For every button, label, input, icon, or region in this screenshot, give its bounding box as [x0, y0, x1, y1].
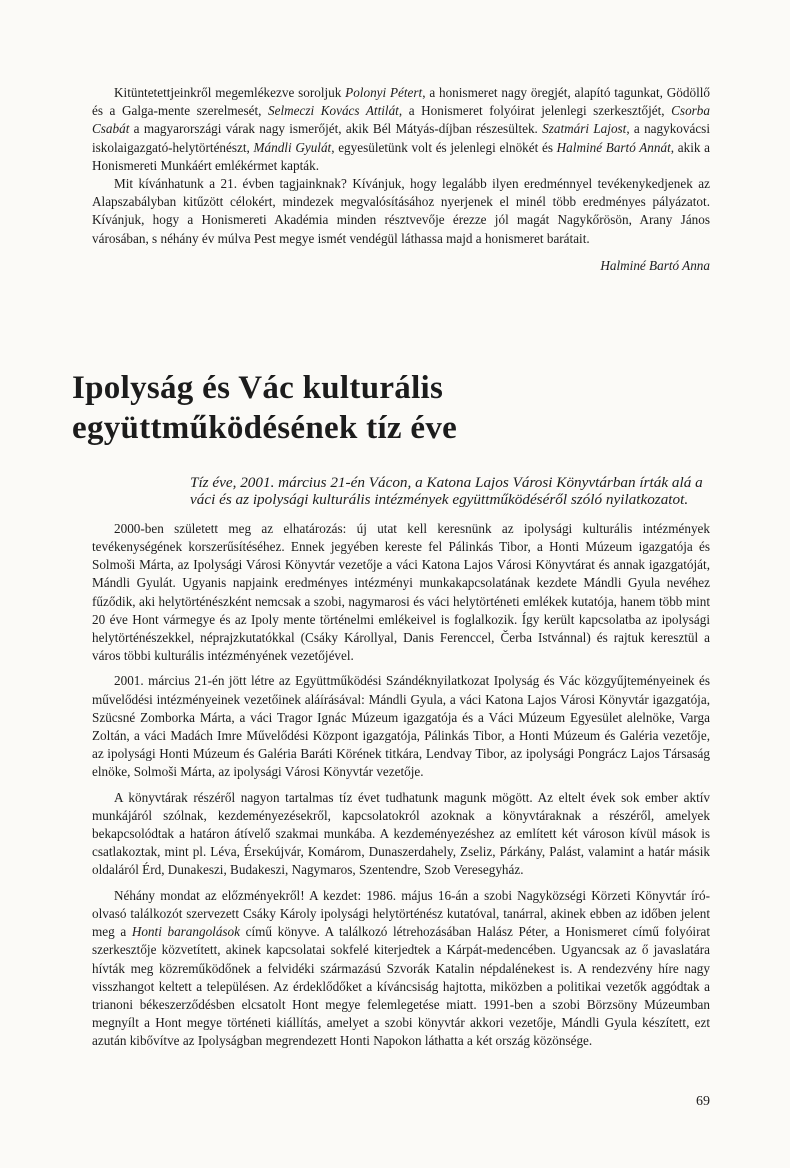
article-body — [92, 520, 710, 1051]
article-paragraph-4: Néhány mondat az előzményekről! A kezdet: 1986. május 16-án a szobi Nagyközségi Körzeti Könyvtár író-olvasó találkozót szervezett Csáky Károly ipolysági helytörténész kutatóval, tanárral, akinek ebben az időben jelent meg a Honti barangolások című könyve. A találkozó létrehozásában Halász Péter, a Honismeret című folyóirat szerkesztője közvetített, akinek kapcsolatai sokfelé kiterjedtek a Kárpát-medencében. Ugyancsak az ő javaslatára hívták meg közreműködőnek a felvidéki származású Szvorák Katalin népdalénekest is. A rendezvény híre nagy visszhangot keltett a településen. Az érdeklődőket a kíváncsiság hajtotta, miközben a politikai vezetők aggódtak a trianoni békeszerződésben elcsatolt Hont megye felemlegetése miatt. 1991-ben a szobi Börzsöny Múzeumban megnyílt a Hont megye történeti kiállítás, amelyet a szobi könyvtár akkori vezetője, Mándli Gyula készített, ezt azután kibővítve az Ipolyságban megrendezett Honti Napokon láthatta a két ország közönsége. — [92, 887, 711, 1049]
page-number: 69 — [696, 1094, 710, 1109]
name-italic: Halminé Bartó Annát — [556, 139, 671, 155]
article-paragraph-1: 2000-ben született meg az elhatározás: új utat kell keresnünk az ipolysági kulturális intézmények tevékenységének korszerűsítéséhez. Ennek jegyében kereste fel Pálinkás Tibor, a Honti Múzeum igazgatója és Solmoši Márta, az Ipolysági Városi Könyvtár vezetője a váci Katona Lajos Városi Könyvtárat és annak igazgatóját, Mándli Gyulát. Ugyanis napjaink eredményes intézményi munkakapcsolatának kezdete Mándli Gyula nevéhez fűződik, aki helytörténészként nemcsak a szobi, nagymarosi és váci helytörténeti emlékek kutatója, hanem több mint 20 éve Hont vármegye és az Ipoly mente történelmi emlékeivel is foglalkozik. Így került kapcsolatba az ipolysági helytörténészekkel, néprajzkutatókkal (Csáky Károllyal, Danis Ferenccel, Čerba Istvánnal) és rajtuk keresztül a város többi kulturális intézményének vezetőjével. — [92, 520, 710, 664]
article-paragraph-2: 2001. március 21-én jött létre az Együttműködési Szándéknyilatkozat Ipolyság és Vác közgyűjteményeinek és művelődési intézményeinek vezetőinek aláírásával: Mándli Gyula, a váci Katona Lajos Városi Könyvtár igazgatója, Szücsné Zomborka Márta, a váci Tragor Ignác Múzeum igazgatója és a Váci Múzeum Egyesület alelnöke, Varga Zoltán, a váci Madách Imre Művelődési Központ igazgatója, Pálinkás Tibor, a Honti Múzeum és Galéria vezetője, az ipolysági Honti Múzeum és Galéria Baráti Körének titkára, Lendvay Tibor, az ipolysági Pongrácz Lajos Társaság elnöke, Solmoši Márta, az ipolysági Városi Könyvtár vezetője. — [92, 673, 710, 780]
name-italic: Polonyi Pétert — [345, 85, 423, 100]
page-content — [72, 84, 711, 1051]
article-lead: Tíz éve, 2001. március 21-én Vácon, a Katona Lajos Városi Könyvtárban írták alá a váci és az ipolysági kulturális intézmények együttműködéséről szóló nyilatkozatot. — [190, 473, 703, 508]
name-italic: Csorba Csabát — [92, 103, 710, 137]
article-title: Ipolyság és Vác kulturális együttműködésének tíz éve — [72, 369, 458, 446]
name-italic: Szatmári Lajost — [542, 121, 627, 137]
intro-paragraph-2: Mit kívánhatunk a 21. évben tagjainknak? Kívánjuk, hogy legalább ilyen eredménnyel tevékenykedjenek az Alapszabályban kitűzött célokért, mindezek megvalósításához nyerjenek el minél több eredményes pályázatot. Kívánjuk, hogy a Honismereti Akadémia minden résztvevője érezze jól magát Nagykőrösön, Arany János városában, s néhány év múlva Pest megye ismét vendégül láthassa majd a honismeret barátait. — [92, 176, 710, 246]
article-paragraph-3: A könyvtárak részéről nagyon tartalmas tíz évet tudhatunk magunk mögött. Az eltelt évek sok ember aktív munkájáról szólnak, kezdeményezésekről, kapcsolatokról azoknak a könyvtáraknak a részéről, amelyek bekapcsolódtak a határon átívelő szakmai munkába. A kezdeményezéshez az említett két városon kívül mások is csatlakoztak, mint pl. Léva, Érsekújvár, Komárom, Dunaszerdahely, Zseliz, Párkány, Palást, valamint a határ másik oldaláról Érd, Dunakeszi, Budakeszi, Nagymaros, Szentendre, Szob Veresegyház. — [92, 789, 710, 878]
name-italic: Selmeczi Kovács Attilát — [268, 103, 399, 119]
book-title-italic: Honti barangolások — [131, 924, 241, 940]
author-signature: Halminé Bartó Anna — [600, 257, 710, 273]
intro-paragraph-1: Kitüntetettjeinkről megemlékezve soroljuk Polonyi Pétert, a honismeret nagy öregjét, alapító tagunkat, Gödöllő és a Galga-mente szerelmesét, Selmeczi Kovács Attilát, a Honismeret folyóirat jelenlegi szerkesztőjét, Csorba Csabát a magyarországi várak nagy ismerőjét, akik Bél Mátyás-díjban részesültek. Szatmári Lajost, a nagykovácsi iskolaigazgató-helytörténészt, Mándli Gyulát, egyesületünk volt és jelenlegi elnökét és Halminé Bartó Annát, akik a Honismereti Munkáért emlékérmet kapták. — [92, 85, 711, 173]
name-italic: Mándli Gyulát — [253, 139, 332, 155]
